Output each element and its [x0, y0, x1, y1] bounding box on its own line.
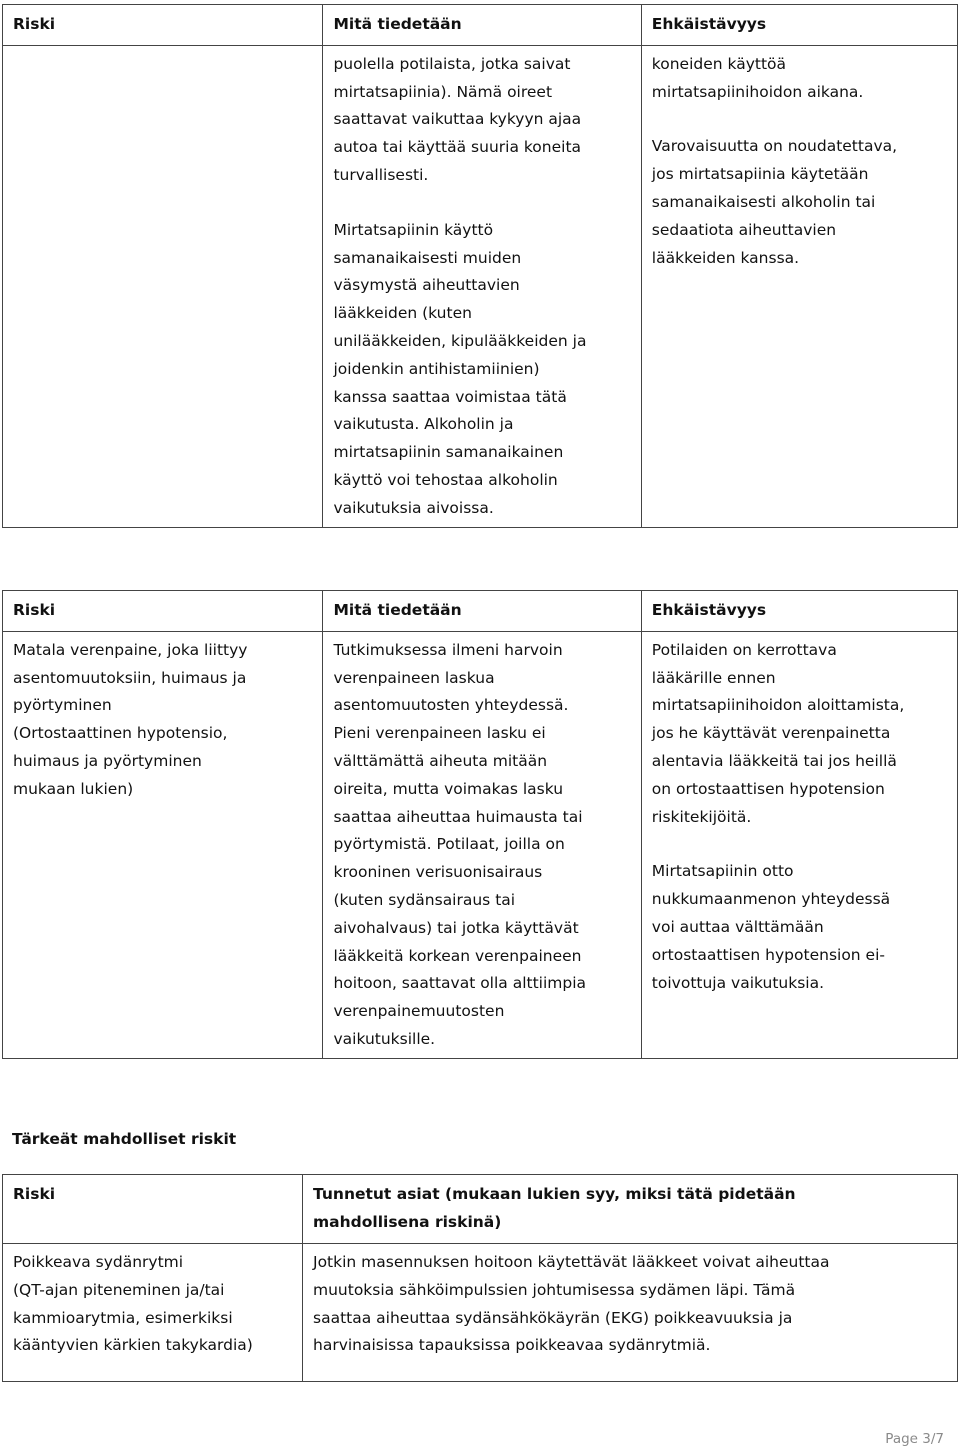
table-header-row	[3, 1175, 958, 1244]
header-mita-tiedetaan: Mitä tiedetään	[323, 591, 641, 632]
risk-table-continued	[2, 4, 958, 528]
header-riski	[3, 1175, 303, 1244]
important-risks-table	[2, 1174, 958, 1382]
known-cell	[323, 45, 641, 527]
header-tunnetut-asiat	[303, 1175, 958, 1244]
risk-cell	[3, 1244, 303, 1382]
risk-cell	[3, 45, 323, 527]
table-row	[3, 1244, 958, 1382]
prevention-cell	[641, 45, 957, 527]
prevention-paragraph: Potilaiden on kerrottava lääkärille ennen mirtatsapiinihoidon aloittamista, jos he käyttävät verenpainetta alentavia lääkkeitä tai jos heillä on ortostaattisen hypotension riskitekijöitä.	[651, 640, 905, 826]
orthostatic-risk-table	[2, 590, 958, 1059]
risk-description: Poikkeava sydänrytmi (QT-ajan piteneminen ja/tai kammioarytmia, esimerkiksi kääntyvien kärkien takykardia)	[13, 1253, 253, 1355]
header-mita-tiedetaan: Mitä tiedetään	[323, 5, 641, 46]
header-riski: Riski	[3, 591, 323, 632]
table-row	[3, 631, 958, 1058]
section-title: Tärkeät mahdolliset riskit	[12, 1130, 237, 1148]
table-header-row	[3, 591, 958, 632]
header-ehkaistavyys: Ehkäistävyys	[641, 591, 957, 632]
prevention-paragraph: Mirtatsapiinin otto nukkumaanmenon yhteydessä voi auttaa välttämään ortostaattisen hypotension ei- toivottuja vaikutuksia.	[651, 862, 891, 992]
known-paragraph: Mirtatsapiinin käyttö samanaikaisesti muiden väsymystä aiheuttavien lääkkeiden (kuten unilääkkeiden, kipulääkkeiden ja joidenkin antihistamiinien) kanssa saattaa voimistaa tätä vaikutusta. Alkoholin ja mirtatsapiinin samanaikainen käyttö voi tehostaa alkoholin vaikutuksia aivoissa.	[333, 220, 587, 517]
header-ehkaistavyys: Ehkäistävyys	[641, 5, 957, 46]
table-header-row	[3, 5, 958, 46]
page-number: Page 3/7	[885, 1431, 944, 1447]
known-paragraph: Tutkimuksessa ilmeni harvoin verenpaineen laskua asentomuutosten yhteydessä. Pieni verenpaineen lasku ei välttämättä aiheuta mitään oireita, mutta voimakas lasku saattaa aiheuttaa huimausta tai pyörtymistä. Potilaat, joilla on krooninen verisuonisairaus (kuten sydänsairaus tai aivohalvaus) tai jotka käyttävät lääkkeitä korkean verenpaineen hoitoon, saattavat olla alttiimpia verenpainemuutosten vaikutuksille.	[333, 640, 587, 1048]
prevention-paragraph: Varovaisuutta on noudatettava, jos mirtatsapiinia käytetään samanaikaisesti alkoholin tai sedaatiota aiheuttavien lääkkeiden kanssa.	[651, 137, 898, 267]
prevention-cell	[641, 631, 957, 1058]
risk-cell	[3, 631, 323, 1058]
known-paragraph: Jotkin masennuksen hoitoon käytettävät lääkkeet voivat aiheuttaa muutoksia sähköimpulssien johtumisessa sydämen läpi. Tämä saattaa aiheuttaa sydänsähkökäyrän (EKG) poikkeavuuksia ja harvinaisissa tapauksissa poikkeavaa sydänrytmiä.	[313, 1253, 830, 1355]
header-riski-label: Riski	[13, 1185, 56, 1203]
risk-description: Matala verenpaine, joka liittyy asentomuutoksiin, huimaus ja pyörtyminen (Ortostaattinen hypotensio, huimaus ja pyörtyminen mukaan lukien)	[13, 640, 248, 798]
known-cell	[303, 1244, 958, 1382]
table-row	[3, 45, 958, 527]
prevention-paragraph: koneiden käyttöä mirtatsapiinihoidon aikana.	[651, 54, 864, 101]
header-tunnetut-asiat-label: Tunnetut asiat (mukaan lukien syy, miksi tätä pidetään mahdollisena riskinä)	[313, 1185, 796, 1231]
known-cell	[323, 631, 641, 1058]
header-riski: Riski	[3, 5, 323, 46]
known-paragraph: puolella potilaista, jotka saivat mirtatsapiinia). Nämä oireet saattavat vaikuttaa kykyyn ajaa autoa tai käyttää suuria koneita turvallisesti.	[333, 54, 582, 184]
